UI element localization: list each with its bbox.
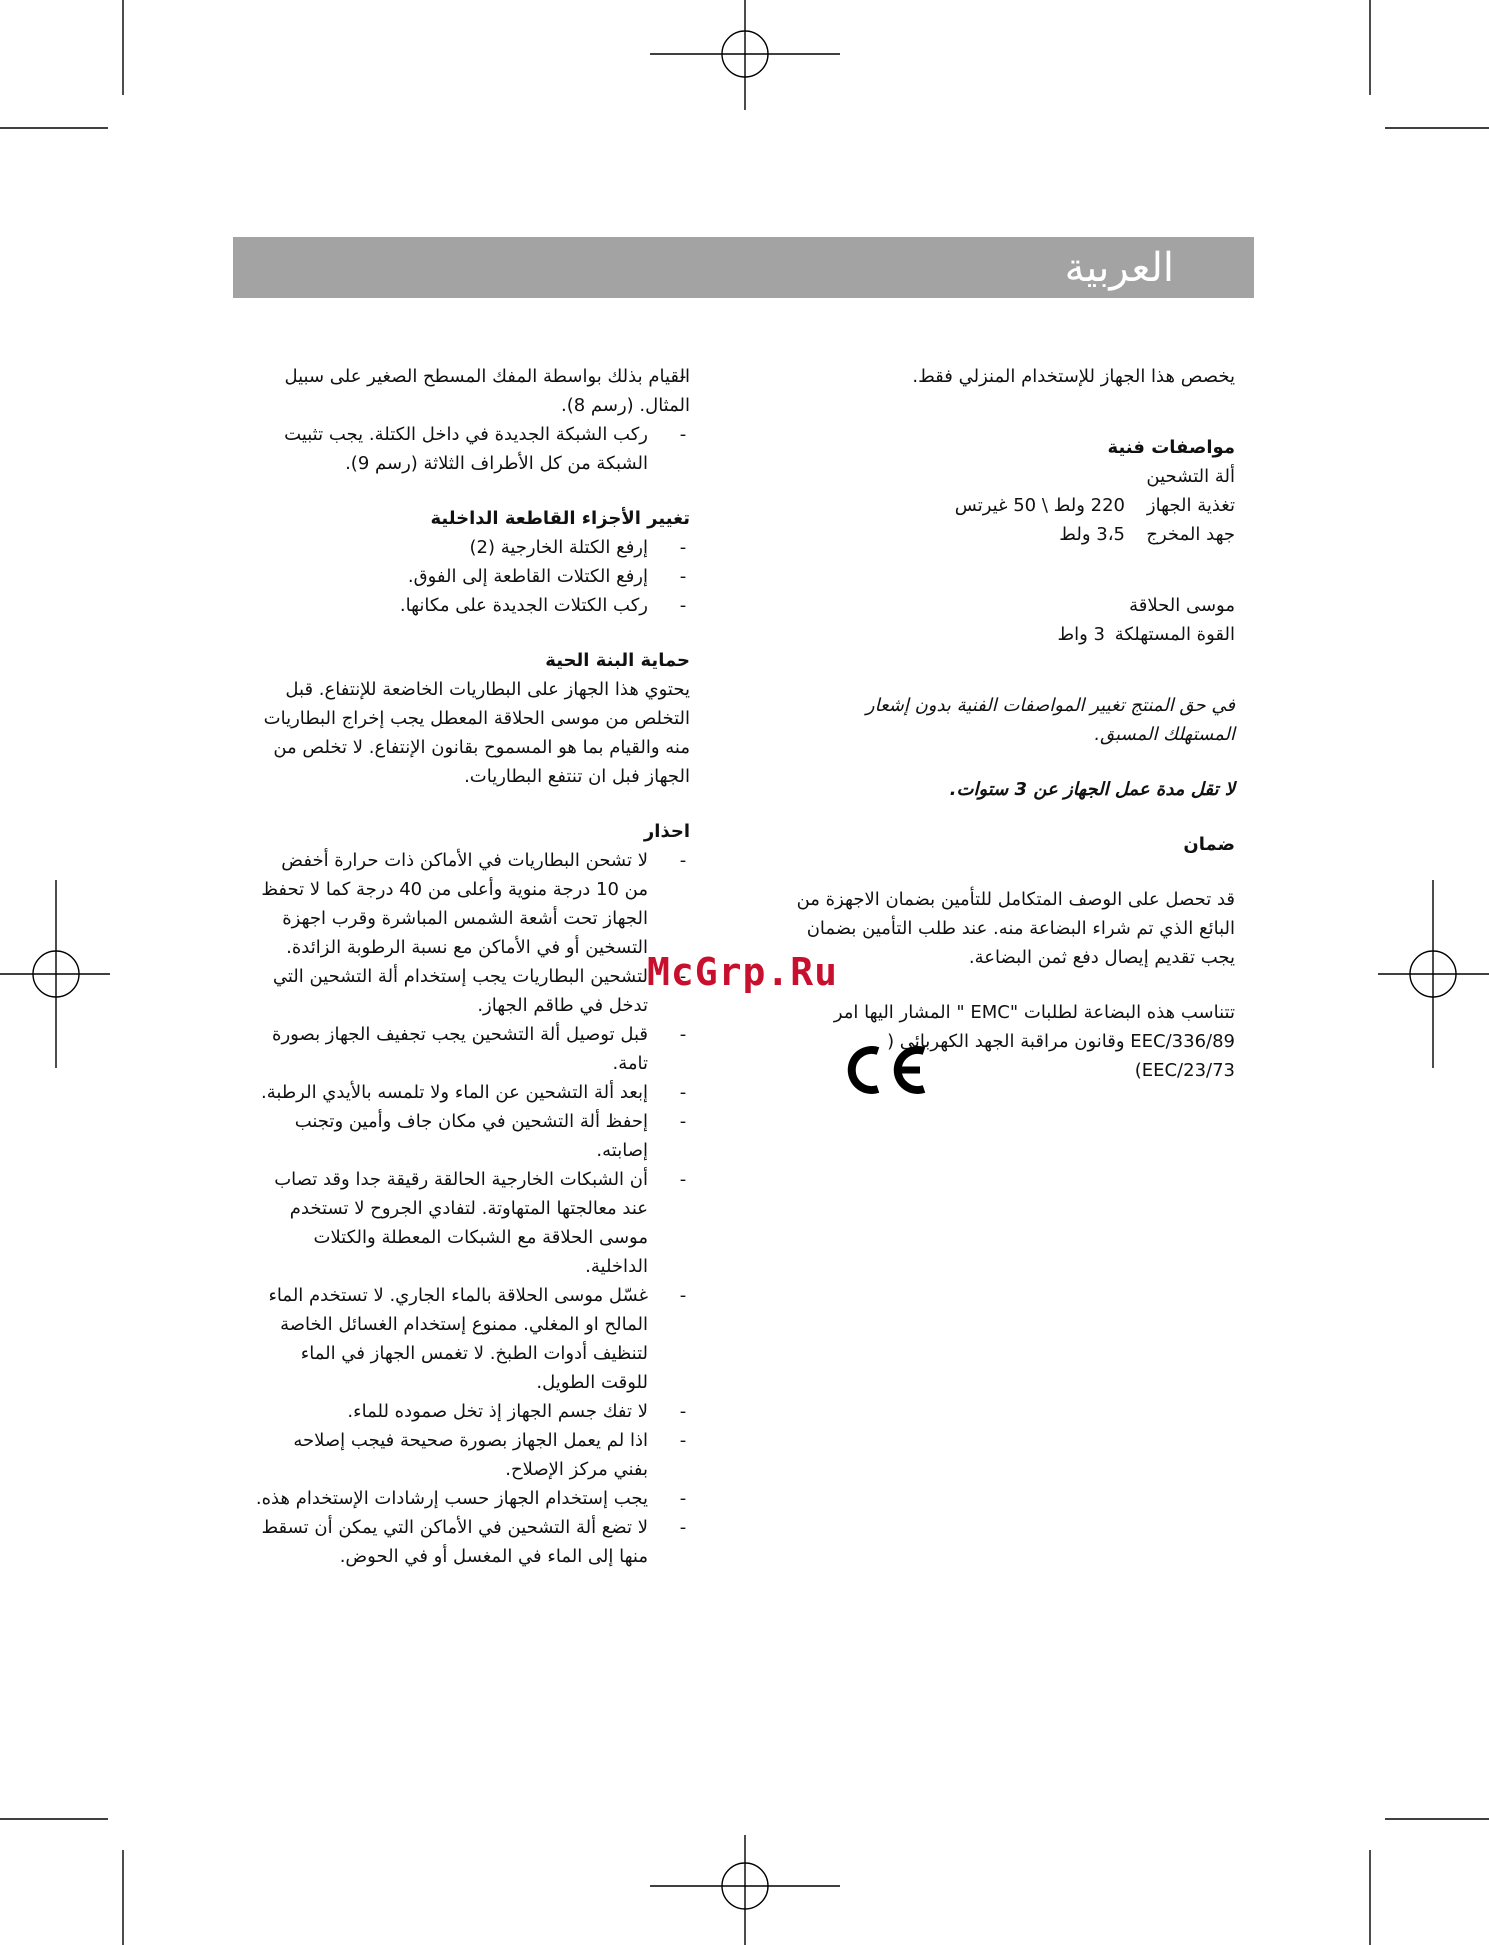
list-item: - إبعد ألة التشحين عن الماء ولا تلمسه بالأيدي الرطبة. <box>255 1078 690 1107</box>
inner-blades-heading: تغيير الأجزاء القاطعة الداخلية <box>430 508 690 529</box>
warranty-text: قد تحصل على الوصف المتكامل للتأمين بضمان الاجهزة من البائع الذي تم شراء البضاعة منه. عند طلب التأمين بضمان يجب تقديم إيصال دفع ثمن البضاعة. <box>796 889 1235 968</box>
intro-text: يخصص هذا الجهاز للإستخدام المنزلي فقط. <box>912 366 1235 387</box>
caution-list <box>255 846 690 1571</box>
left-column <box>255 362 690 1571</box>
list-item: - اذا لم يعمل الجهاز بصورة صحيحة فيجب إصلاحه بفني مركز الإصلاح. <box>255 1426 690 1484</box>
emc-compliance-text: تتناسب هذه البضاعة لطلبات "EMC " المشار اليها امر EEC/336/89 وقانون مراقبة الجهد الكهربائي ( EEC/23/73) <box>833 1002 1235 1081</box>
list-item: - ركب الشبكة الجديدة في داخل الكتلة. يجب تثبيت الشبكة من كل الأطراف الثلاثة (رسم 9). <box>255 420 690 478</box>
list-item: - غسّل موسى الحلاقة بالماء الجاري. لا تستخدم الماء المالح او المغلي. ممنوع إستخدام الغسائل الخاصة لتنظيف أدوات الطبخ. لا تغمس الجهاز في الماء للوقت الطويل. <box>255 1281 690 1397</box>
spec-value: 3،5 ولط <box>1059 524 1125 545</box>
language-header-bar <box>233 237 1254 298</box>
list-item: - يجب إستخدام الجهاز حسب إرشادات الإستخدام هذه. <box>255 1484 690 1513</box>
warranty-heading: ضمان <box>1183 834 1235 855</box>
right-column <box>795 362 1235 1085</box>
language-title: العربية <box>1064 244 1174 291</box>
list-item: - لا تشحن البطاريات في الأماكن ذات حرارة أخفض من 10 درجة منوية وأعلى من 40 درجة كما لا تحفظ الجهاز تحت أشعة الشمس المباشرة وقرب اجهزة التسخين أو في الأماكن مع نسبة الرطوبة الزائدة. <box>255 846 690 962</box>
spec-label: جهد المخرج <box>1146 524 1235 545</box>
list-item: - لا تضع ألة التشحين في الأماكن التي يمكن أن تسقط منها إلى الماء في المغسل أو في الحوض. <box>255 1513 690 1571</box>
ce-mark-icon <box>838 1045 930 1095</box>
list-item: - لا تفك جسم الجهاز إذ تخل صموده للماء. <box>255 1397 690 1426</box>
spec-value: 220 ولط \ 50 غيرتس <box>954 495 1125 516</box>
power-row <box>795 620 1235 649</box>
spec-change-notice: في حق المنتج تغيير المواصفات الفنية بدون إشعار المستهلك المسبق. <box>865 695 1235 745</box>
inner-blades-steps <box>255 533 690 620</box>
service-life-text: لا تقل مدة عمل الجهاز عن 3 ستوات. <box>949 779 1235 800</box>
charger-heading: ألة التشحين <box>1146 466 1235 487</box>
spec-row <box>795 520 1235 549</box>
power-label: القوة المستهلكة <box>1114 624 1235 645</box>
list-item: - القيام بذلك بواسطة المفك المسطح الصغير على سبيل المثال. (رسم 8). <box>255 362 690 420</box>
specs-heading: مواصفات فنية <box>1107 437 1235 458</box>
power-value: 3 واط <box>1057 624 1105 645</box>
site-watermark: McGrp.Ru <box>647 950 839 994</box>
spec-row <box>795 491 1235 520</box>
list-item: - ركب الكتلات الجديدة على مكانها. <box>255 591 690 620</box>
environment-heading: حماية البنة الحية <box>545 650 690 671</box>
environment-text: يحتوي هذا الجهاز على البطاريات الخاضعة للإنتفاع. قبل التخلص من موسى الحلاقة المعطل يجب إخراج البطاريات منه والقيام بما هو المسموح بقانون الإنتفاع. لا تخلص من الجهاز فبل ان تنتفع البطاريات. <box>263 679 690 787</box>
list-item: - قبل توصيل ألة التشحين يجب تجفيف الجهاز بصورة تامة. <box>255 1020 690 1078</box>
list-item: - إرفع الكتلة الخارجية (2) <box>255 533 690 562</box>
list-item: - إحفظ ألة التشحين في مكان جاف وأمين وتجنب إصابته. <box>255 1107 690 1165</box>
shaver-heading: موسى الحلاقة <box>1129 595 1235 616</box>
caution-heading: احذار <box>643 821 690 842</box>
list-item: - أن الشبكات الخارجية الحالقة رقيقة جدا وقد تصاب عند معالجتها المتهاوتة. لتفادي الجروح لا تستخدم موسى الحلاقة مع الشبكات المعطلة والكتلات الداخلية. <box>255 1165 690 1281</box>
spec-label: تغذية الجهاز <box>1146 495 1235 516</box>
outer-foil-steps <box>255 362 690 478</box>
list-item: - إرفع الكتلات القاطعة إلى الفوق. <box>255 562 690 591</box>
list-item: - لتشحين البطاريات يجب إستخدام ألة التشحين التي تدخل في طاقم الجهاز. <box>255 962 690 1020</box>
